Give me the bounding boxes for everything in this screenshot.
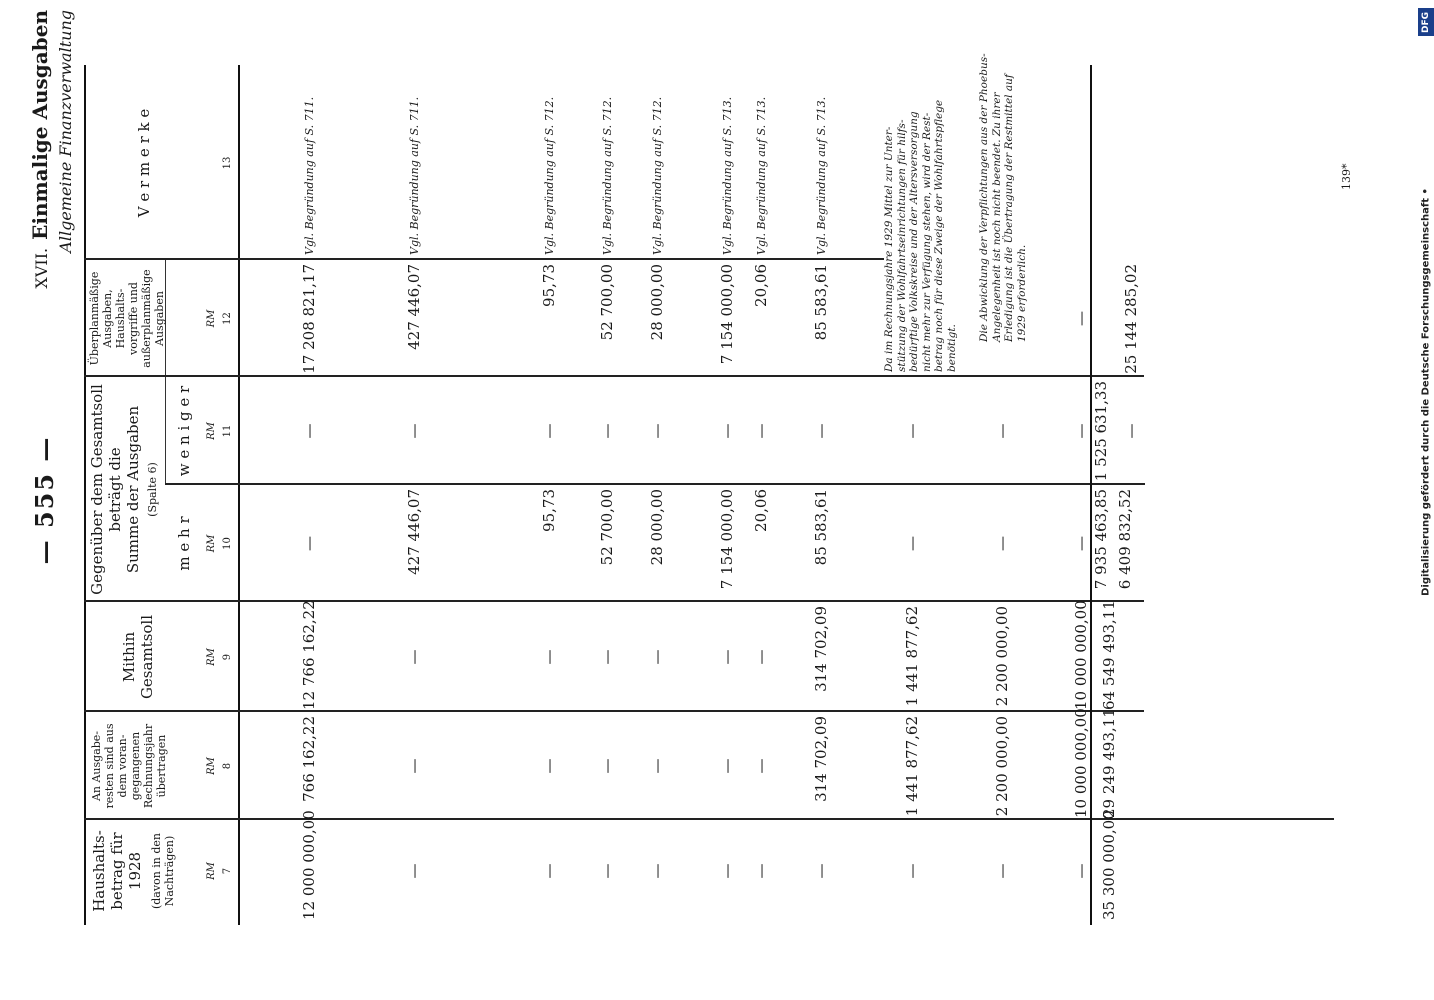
table-cell: 12 000 000,00 — [300, 810, 318, 920]
table-top-rule — [84, 65, 86, 925]
col11-header: w e n i g e r — [175, 385, 193, 477]
title-text: Einmalige Ausgaben — [28, 10, 52, 240]
table-cell: 12 766 162,22 — [300, 600, 318, 710]
dfg-logo: DFG — [1418, 8, 1434, 36]
table-cell: — — [903, 536, 921, 551]
table-cell: — — [752, 423, 770, 439]
total-cell: 29 249 493,11 — [1100, 708, 1118, 818]
remark-text: Vgl. Begründung auf S. 713. — [815, 96, 828, 255]
colno-7: 7 — [222, 867, 233, 875]
table-cell: 427 446,07 — [405, 264, 423, 350]
col10-header: m e h r — [175, 516, 193, 571]
table-cell: — — [718, 649, 736, 665]
table-cell: 85 583,61 — [812, 489, 830, 566]
table-cell: 766 162,22 — [300, 716, 318, 802]
header-bottom-rule — [238, 65, 240, 925]
colno-9: 9 — [222, 653, 233, 661]
table-cell: — — [752, 758, 770, 774]
total-cell: 64 549 493,11 — [1100, 600, 1118, 710]
col8-unit: RM — [206, 757, 217, 775]
table-cell: — — [903, 863, 921, 879]
table-cell: — — [1072, 423, 1090, 439]
table-cell: — — [648, 758, 666, 774]
colno-10: 10 — [222, 537, 233, 550]
table-cell: 95,73 — [540, 264, 558, 307]
table-cell: 2 200 000,00 — [993, 716, 1011, 817]
total-cell: 1 525 631,33 — [1092, 381, 1110, 482]
col12-header: Überplanmäßige Ausgaben, Haushalts- vorgriffe und außerplanmäßige Ausgaben — [88, 269, 166, 368]
remark-paragraph-phoebus: Die Abwicklung der Verpflichtungen aus der Phoebus- Angelegenheit ist noch nicht beendet. Zu ihrer Erledigung ist die Übertragung der Restmittel auf 1929 erforderlich. — [978, 53, 1028, 342]
footer-page-number: 139* — [1340, 163, 1353, 190]
page-number: — 555 — — [30, 435, 59, 565]
table-cell: — — [752, 649, 770, 665]
remark-text: Vgl. Begründung auf S. 712. — [543, 96, 556, 255]
table-cell: 7 154 000,00 — [718, 264, 736, 365]
table-cell: — — [993, 423, 1011, 439]
page-title — [28, 10, 52, 300]
col-divider-10-11 — [165, 483, 1145, 485]
table-cell: — — [540, 758, 558, 774]
table-cell: — — [598, 758, 616, 774]
remark-text: Vgl. Begründung auf S. 712. — [601, 96, 614, 255]
table-cell: 52 700,00 — [598, 489, 616, 566]
table-cell: — — [405, 423, 423, 439]
digitization-credit: Digitalisierung gefördert durch die Deutsche Forschungsgemeinschaft • — [1420, 188, 1432, 596]
table-cell: — — [648, 863, 666, 879]
table-cell: 95,73 — [540, 489, 558, 532]
table-cell: — — [993, 536, 1011, 551]
total-cell: 7 935 463,85 — [1092, 489, 1110, 590]
col10-unit: RM — [206, 534, 217, 553]
table-cell: — — [598, 863, 616, 879]
remark-paragraph-welfare: Da im Rechnungsjahre 1929 Mittel zur Unter- stützung der Wohlfahrtseinrichtungen für hilfs- bedürftige Volkskreise und der Altersversorgung nicht mehr zur Verfügung stehen, wird der Rest- betrag noch für diese Zweige der Wohlfahrtspflege benötigt. — [883, 99, 958, 372]
table-cell: 1 441 877,62 — [903, 606, 921, 707]
table-cell: — — [648, 649, 666, 665]
col9-unit: RM — [206, 648, 217, 666]
total-cell: 25 144 285,02 — [1122, 264, 1140, 374]
table-cell: 1 441 877,62 — [903, 716, 921, 817]
table-cell: — — [300, 423, 318, 439]
total-cell: — — [1122, 423, 1140, 439]
col-divider-7-8 — [84, 818, 1334, 820]
col13-header: V e r m e r k e — [135, 108, 153, 218]
table-cell: 20,06 — [752, 264, 770, 307]
col-divider-12-13 — [84, 258, 884, 260]
table-cell: 52 700,00 — [598, 264, 616, 341]
table-cell: 314 702,09 — [812, 716, 830, 802]
table-cell: — — [1072, 311, 1090, 326]
table-cell: — — [405, 863, 423, 879]
col-divider-11-12 — [84, 375, 1144, 377]
table-cell: — — [598, 423, 616, 439]
table-cell: 427 446,07 — [405, 489, 423, 575]
table-cell: — — [1072, 863, 1090, 879]
remark-text: Vgl. Begründung auf S. 713. — [755, 96, 768, 255]
remark-text: Vgl. Begründung auf S. 712. — [651, 96, 664, 255]
table-cell: — — [405, 649, 423, 665]
table-cell: — — [540, 863, 558, 879]
table-cell: — — [812, 423, 830, 439]
page-subtitle: Allgemeine Finanzverwaltung — [56, 10, 75, 253]
col11-unit: RM — [206, 422, 217, 440]
col12-unit: RM — [206, 309, 217, 328]
col7-header: Haushalts- betrag für 1928 — [90, 830, 144, 912]
col7-unit: RM — [206, 862, 217, 880]
table-cell: — — [540, 423, 558, 439]
table-cell: — — [812, 863, 830, 879]
col-divider-8-9 — [84, 710, 1144, 712]
table-cell: — — [752, 863, 770, 879]
table-cell: — — [648, 423, 666, 439]
remark-text: Vgl. Begründung auf S. 711. — [408, 96, 421, 255]
table-cell: — — [300, 536, 318, 551]
table-cell: 85 583,61 — [812, 264, 830, 341]
group10-11-note: (Spalte 6) — [146, 462, 159, 517]
remark-text: Vgl. Begründung auf S. 711. — [303, 96, 316, 255]
table-cell: 28 000,00 — [648, 489, 666, 566]
col-divider-9-10 — [84, 600, 1144, 602]
table-cell: 28 000,00 — [648, 264, 666, 341]
table-cell: 20,06 — [752, 489, 770, 532]
table-cell: 10 000 000,00 — [1072, 600, 1090, 710]
table-cell: 17 208 821,17 — [300, 264, 318, 374]
group10-11-header: Gegenüber dem Gesamtsoll beträgt die Summe der Ausgaben — [88, 384, 142, 595]
table-cell: — — [718, 423, 736, 439]
total-cell: 35 300 000,00 — [1100, 810, 1118, 920]
chapter-number: XVII. — [32, 247, 51, 289]
table-cell: — — [598, 649, 616, 665]
table-cell: — — [718, 758, 736, 774]
col9-header: Mithin Gesamtsoll — [120, 614, 156, 700]
table-cell: — — [718, 863, 736, 879]
colno-13: 13 — [222, 156, 233, 170]
col7-header-note: (davon in den Nachträgen) — [150, 832, 176, 910]
table-cell: — — [993, 863, 1011, 879]
table-cell: 7 154 000,00 — [718, 489, 736, 590]
colno-12: 12 — [222, 312, 233, 325]
table-cell: — — [540, 649, 558, 665]
remark-text: Vgl. Begründung auf S. 713. — [721, 96, 734, 255]
table-cell: 314 702,09 — [812, 606, 830, 692]
col8-header: An Ausgabe- resten sind aus dem voran- gegangenen Rechnungsjahr übertragen — [90, 723, 168, 809]
table-cell: 2 200 000,00 — [993, 606, 1011, 707]
table-cell: — — [1072, 536, 1090, 551]
total-cell: 6 409 832,52 — [1116, 489, 1134, 590]
colno-11: 11 — [222, 424, 233, 438]
table-cell: — — [405, 758, 423, 774]
colno-8: 8 — [222, 762, 233, 770]
table-cell: — — [903, 423, 921, 439]
table-cell: 10 000 000,00 — [1072, 708, 1090, 818]
